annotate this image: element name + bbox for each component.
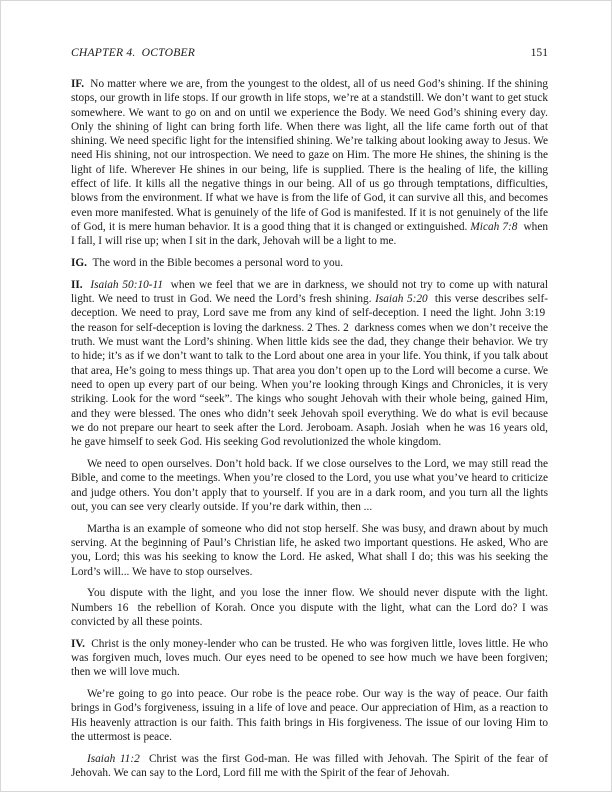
paragraph-text: The word in the Bible becomes a personal word to you.	[87, 257, 344, 270]
paragraph	[71, 278, 548, 450]
scripture-reference: Isaiah 50:10-11	[90, 278, 163, 291]
paragraph-text: when I fall, I will rise up; when I sit in the dark, Jehovah will be a light to me.	[71, 220, 548, 248]
paragraph-label: II.	[71, 278, 83, 291]
body-text	[71, 77, 548, 780]
paragraph	[71, 637, 548, 680]
paragraph	[71, 77, 548, 249]
paragraph-text: Martha is an example of someone who did not stop herself. She was busy, and drawn about by much serving. At the beginning of Paul’s Christian life, he asked two important questions. He asked, Who are you, Lord; this was his seeking to know the Lord. He asked, What shall I do; this was his seeking the Lord’s will... We have to stop ourselves.	[71, 522, 548, 578]
paragraph-text: We need to open ourselves. Don’t hold back. If we close ourselves to the Lord, we may still read the Bible, and come to the meetings. When you’re closed to the Lord, you use what you’ve heard to criticize and judge others. You don’t apply that to yourself. If you are in a dark room, and you turn all the lights out, you can see very clearly outside. If you’re dark within, then ...	[71, 457, 548, 513]
text-block	[71, 45, 548, 788]
paragraph-label: IG.	[71, 257, 88, 270]
paragraph	[71, 586, 548, 629]
paragraph-text: Christ is the only money-lender who can be trusted. He who was forgiven little, loves little. He who was forgiven much, loves much. Our eyes need to be opened to see how much we have been forgiven; then we will love much.	[71, 637, 548, 679]
scripture-reference: Isaiah 11:2	[87, 752, 140, 765]
paragraph	[71, 256, 548, 270]
scripture-reference: Isaiah 5:20	[375, 293, 428, 306]
paragraph-text: We’re going to go into peace. Our robe is the peace robe. Our way is the way of peace. Our faith brings in God’s forgiveness, issuing in a life of love and peace. Our appreciation of Him, as a reaction to His heavenly attraction is our faith. This faith brings in His forgiveness. The issue of our loving Him to the uttermost is peace.	[71, 688, 548, 743]
paragraph-text: when we feel that we are in darkness, we should not try to come up with natural light. We need to trust in God. We need the Lord’s fresh shining.	[71, 278, 548, 306]
paragraph	[71, 457, 548, 514]
paragraph-text: Christ was the first God-man. He was filled with Jehovah. The Spirit of the fear of Jehovah. We can say to the Lord, Lord fill me with the Spirit of the fear of Jehovah.	[71, 752, 549, 780]
running-header	[71, 45, 548, 60]
chapter-title: CHAPTER 4. OCTOBER	[71, 46, 196, 59]
paragraph-label: IF.	[71, 78, 85, 90]
page-number: 151	[530, 46, 548, 59]
paragraph	[71, 687, 548, 744]
paragraph-text: this verse describes self-deception. We need to pray, Lord save me from any kind of self-deception. I need the light. John 3:19 the reason for self-deception is loving the darkness. 2 Thes. 2 darkness comes when we don’t receive the truth. We must want the Lord’s shining. When little kids see the dad, they change their behavior. We try to hide; it’s as if we don’t want to talk to the Lord about one area in your life. You think, if you talk about that area, He’s going to mess things up. That area you don’t open up to the Lord will become a curse. We need to open up every part of our being. When you’re looking through Kings and Chronicles, it is very striking. Look for the word “seek”. The kings who sought Jehovah with their whole being, gained Him, and they were blessed. The ones who didn’t seek Jehovah spoil everything. We do what is evil because we do not prepare our heart to seek after the Lord. Jeroboam. Asaph. Josiah when he was 16 years old, he gave himself to seek God. His seeking God revolutionized the whole kingdom.	[71, 293, 548, 449]
paragraph-text: No matter where we are, from the youngest to the oldest, all of us need God’s shining. If the shining stops, our growth in life stops. If our growth in life stops, we’re at a standstill. We don’t want to get stuck somewhere. We want to go on and on until we experience the Body. We need God’s shining every day. Only the shining of light can bring forth life. When there was light, all the life came forth out of that shining. We need specific light for the intensified shining. We’re talking about looking away to Jesus. We need His shining, not our introspection. We need to gaze on Him. The more He shines, the shining is the light of life. Wherever He shines in our being, life is supplied. There is the healing of life, the killing effect of life. It kills all the negative things in our being. All of us go through temptations, difficulties, blows from the environment. If what we have is from the life of God, it can survive all this, and becomes even more manifested. What is genuinely of the life of God is manifested. If it is not genuinely of the life of God, it is mere human behavior. It is a good thing that it is changed or extinguished.	[71, 78, 548, 233]
paragraph	[71, 522, 548, 579]
paragraph-label: IV.	[71, 637, 85, 650]
scripture-reference: Micah 7:8	[470, 220, 518, 233]
paragraph-text: You dispute with the light, and you lose the inner flow. We should never dispute with the light. Numbers 16 the rebellion of Korah. Once you dispute with the light, what can the Lord do? I was convicted by all these points.	[71, 587, 548, 628]
paragraph	[71, 752, 548, 781]
